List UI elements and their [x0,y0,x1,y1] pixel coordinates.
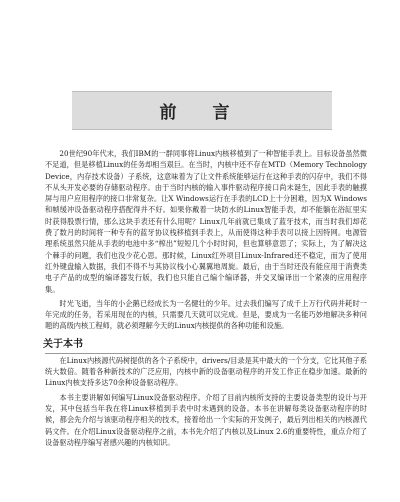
paragraph-2: 时光飞逝，当年的小企鹅已经成长为一名健壮的少年。过去我们编写了成千上万行代码并耗时一年完成的任务，若采用现在的内核，只需要几天就可以完成。但是，要成为一名能巧妙地解决多种问题的高级内核工程师，就必须理解今天的Linux内核提供的各种功能和设施。 [45,298,367,331]
page-title: 前 言 [159,103,245,123]
section-divider [45,353,367,354]
section-paragraph-1: 在Linux内核源代码树提供的各个子系统中，drivers/目录是其中最大的一个分支，它比其他子系统大数倍。随着各种新技术的广泛应用，内核中新的设备驱动程序的开发工作正在稳步加速。最新的Linux内核支持多达70余种设备驱动程序。 [45,355,367,388]
section-paragraph-2: 本书主要讲解如何编写Linux设备驱动程序。介绍了目前内核所支持的主要设备类型的设计与开发，其中包括当年我在将Linux移植到手表中时未遇到的设备。本书在讲解每类设备驱动程序的时候，都会先介绍与该驱动程序相关的技术，接着给出一个实际的开发例子，最后列出相关的内核源代码文件。在介绍Linux设备驱动程序之前，本书先介绍了内核以及Linux 2.6的重要特性，重点介绍了设备驱动程序编写者感兴趣的内核知识。 [45,392,367,447]
preface-body [45,148,367,448]
paragraph-1: 20世纪90年代末，我们IBM的一群同事将Linux内核移植到了一种智能手表上。目标设备虽然微不足道，但是移植Linux的任务却相当艰巨。在当时，内核中还不存在MTD（Memory Technology Device，内存技术设备）子系统，这意味着为了让文件系统能够运行在这种手表的闪存中，我们不得不从头开发必要的存储驱动程序。由于当时内核的输入事件驱动程序接口尚未诞生，因此手表的触摸屏与用户应用程序的接口非常复杂。让X Windows运行在手表的LCD上十分困难，因为X Windows和帧缓冲设备驱动程序搭配得并不好。如果你戴着一块防水的Linux智能手表，却不能躺在浴缸里实时获得股票行情，那么这块手表还有什么用呢？Linux几年前就已集成了蓝牙技术，而当时我们却花费了数月的时间将一种专有的蓝牙协议栈移植到手表上，从而使得这种手表可以接上因特网。电源管理系统虽然只能从手表的电池中多“榨出”短短几个小时时间，但也算够意思了；实际上，为了解决这个棘手的问题，我们也没少花心思。那时候，Linux红外项目Linux-Infrared还不稳定，而为了使用红外键盘输入数据，我们不得不与其协议栈小心翼翼地周旋。最后，由于当时还没有能应用于消费类电子产品的成型的编译器发行版，我们也只能自己编个编译器，并交叉编译出一个紧凑的应用程序集。 [45,149,367,294]
section-heading: 关于本书 [43,338,83,350]
title-band [72,91,332,130]
